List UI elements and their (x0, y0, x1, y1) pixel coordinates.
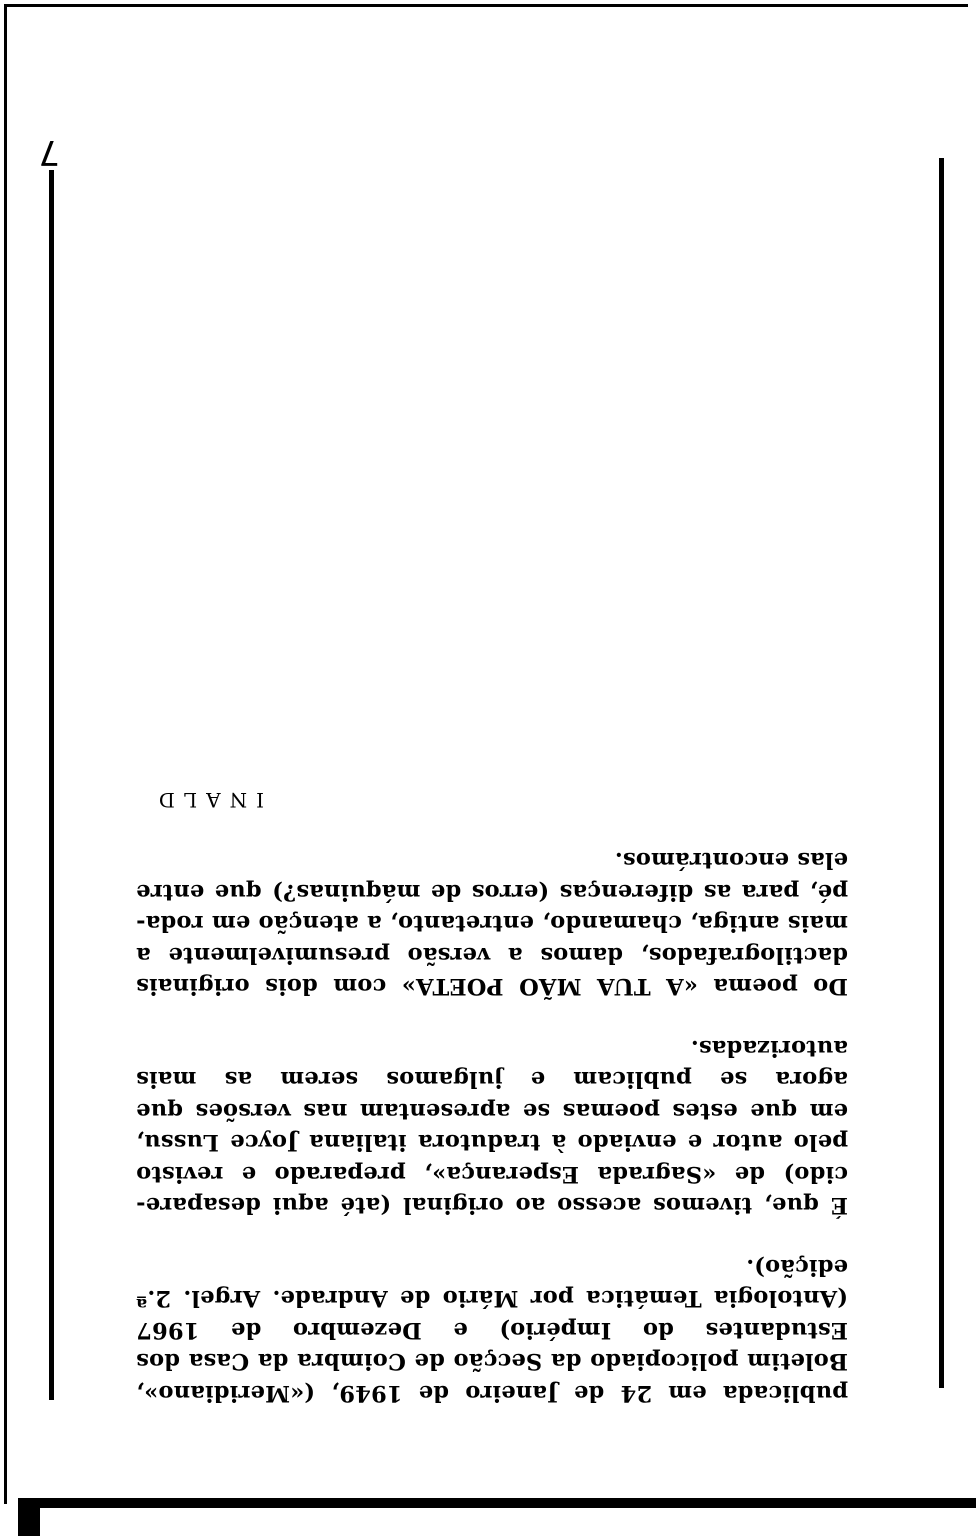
paragraph-1: publicada em 24 de Janeiro de 1949, («Meridiano», Boletim policopiado da Secção de Coimbra da Casa dos Estudantes do Império) e Dezembro de 1967 (Antologia Temática por Mário de Andrade. Argel. 2.ª edição). (136, 1254, 848, 1406)
left-margin-rule (939, 158, 944, 1388)
paragraph-3: Do poema «A TUA MÃO POETA» com dois originais dactilografados, damos a versão presumivelmente a mais antiga, chamando, entretanto, a atenção em roda-pé, para as diferenças (erros de máquinas?) que entre elas encontrámos. (136, 847, 848, 1000)
signature: INALD (149, 788, 264, 812)
body-text (136, 814, 848, 1408)
page-number: 7 (38, 132, 60, 172)
right-margin-rule (49, 170, 54, 1400)
paragraph-2: É que, tivemos acesso ao original (até aqui desapare-cido) de «Sagrada Esperança», preparado e revisto pelo autor e enviado à tradutora italiana Joyce Lussu, em que estes poemas se apresentam nas versões que agora se publicam e julgamos serem as mais autorizadas. (136, 1035, 848, 1219)
